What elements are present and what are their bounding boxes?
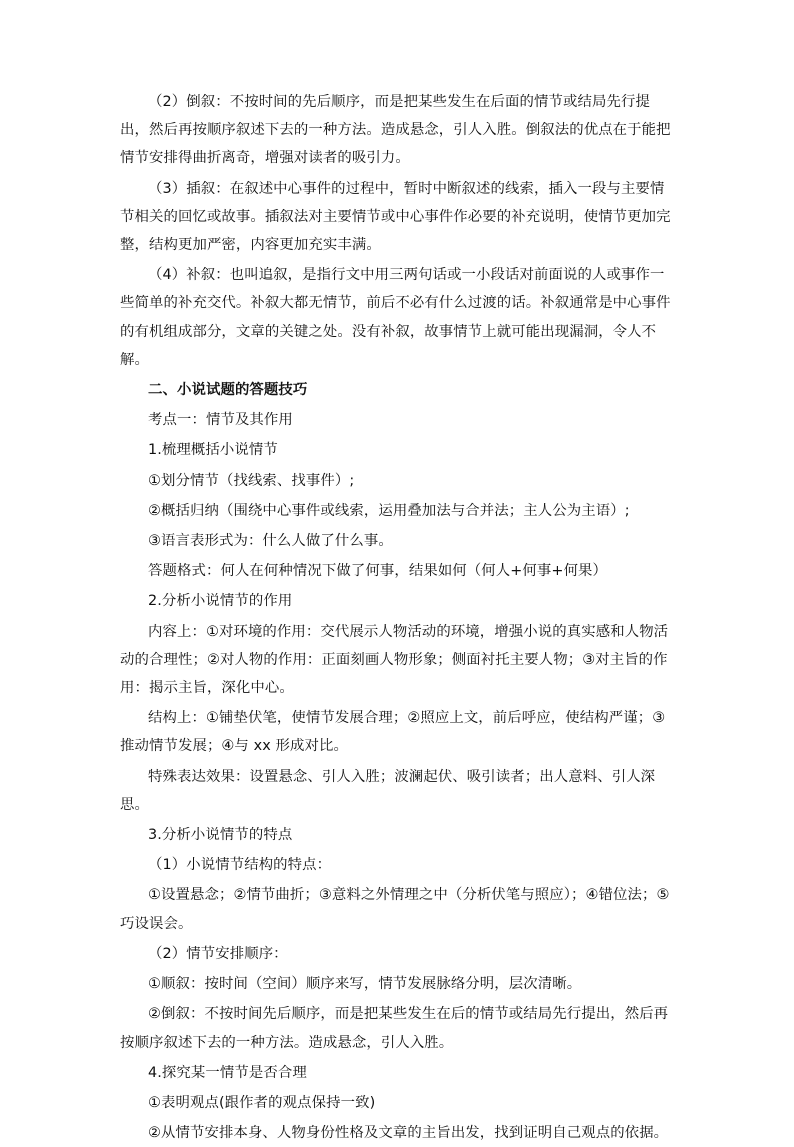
document-body xyxy=(120,88,676,1147)
section-heading: 二、小说试题的答题技巧 xyxy=(148,382,308,399)
list-item: ②概括归纳（围绕中心事件或线索，运用叠加法与合并法；主人公为主语）; xyxy=(148,502,630,519)
paragraph-structure-function: 结构上：①铺垫伏笔，使情节发展合理；②照应上文，前后呼应，使结构严谨；③推动情节发展；④与 xx 形成对比。 xyxy=(120,710,666,755)
paragraph-flashback: （2）倒叙：不按时间的先后顺序，而是把某些发生在后面的情节或结局先行提出，然后再按顺序叙述下去的一种方法。造成悬念，引人入胜。倒叙法的优点在于能把情节安排得曲折离奇，增强对读者的吸引力。 xyxy=(120,94,671,167)
list-item: ②倒叙：不按时间先后顺序，而是把某些发生在后的情节或结局先行提出，然后再按顺序叙述下去的一种方法。造成悬念，引人入胜。 xyxy=(120,1006,669,1051)
subheading-plot-function: 2.分析小说情节的作用 xyxy=(148,593,293,610)
list-item: ①划分情节（找线索、找事件）; xyxy=(148,472,355,489)
list-item: ②从情节安排本身、人物身份性格及文章的主旨出发，找到证明自己观点的依据。 xyxy=(148,1125,669,1142)
subheading-summarize-plot: 1.梳理概括小说情节 xyxy=(148,442,278,459)
paragraph-special-effect: 特殊表达效果：设置悬念、引人入胜；波澜起伏、吸引读者；出人意料、引人深思。 xyxy=(120,768,656,813)
answer-format: 答题格式：何人在何种情况下做了何事，结果如何（何人+何事+何果） xyxy=(148,563,608,580)
paragraph-interpolation: （3）插叙：在叙述中心事件的过程中，暂时中断叙述的线索，插入一段与主要情节相关的回忆或故事。插叙法对主要情节或中心事件作必要的补充说明，使情节更加完整，结构更加严密，内容更加充实丰满。 xyxy=(120,180,671,254)
list-item: ①顺叙：按时间（空间）顺序来写，情节发展脉络分明，层次清晰。 xyxy=(148,976,582,993)
subheading-plot-reasonable: 4.探究某一情节是否合理 xyxy=(148,1064,307,1081)
paragraph-content-function: 内容上：①对环境的作用：交代展示人物活动的环境，增强小说的真实感和人物活动的合理性；②对人物的作用：正面刻画人物形象；侧面衬托主要人物；③对主旨的作用：揭示主旨，深化中心。 xyxy=(120,623,669,697)
subheading-structure-features: （1）小说情节结构的特点： xyxy=(148,857,332,874)
subheading-plot-features: 3.分析小说情节的特点 xyxy=(148,827,293,844)
paragraph-supplement: （4）补叙：也叫追叙，是指行文中用三两句话或一小段话对前面说的人或事作一些简单的补充交代。补叙大都无情节，前后不必有什么过渡的话。补叙通常是中心事件的有机组成部分，文章的关键之处。没有补叙，故事情节上就可能出现漏洞，令人不解。 xyxy=(120,267,671,368)
list-item: ①设置悬念；②情节曲折；③意料之外情理之中（分析伏笔与照应）；④错位法；⑤巧设误会。 xyxy=(120,887,670,932)
list-item: ③语言表形式为：什么人做了什么事。 xyxy=(148,533,393,550)
list-item: ①表明观点(跟作者的观点保持一致) xyxy=(148,1094,376,1111)
exam-point-heading: 考点一：情节及其作用 xyxy=(148,412,293,429)
subheading-plot-order: （2）情节安排顺序： xyxy=(148,945,288,962)
